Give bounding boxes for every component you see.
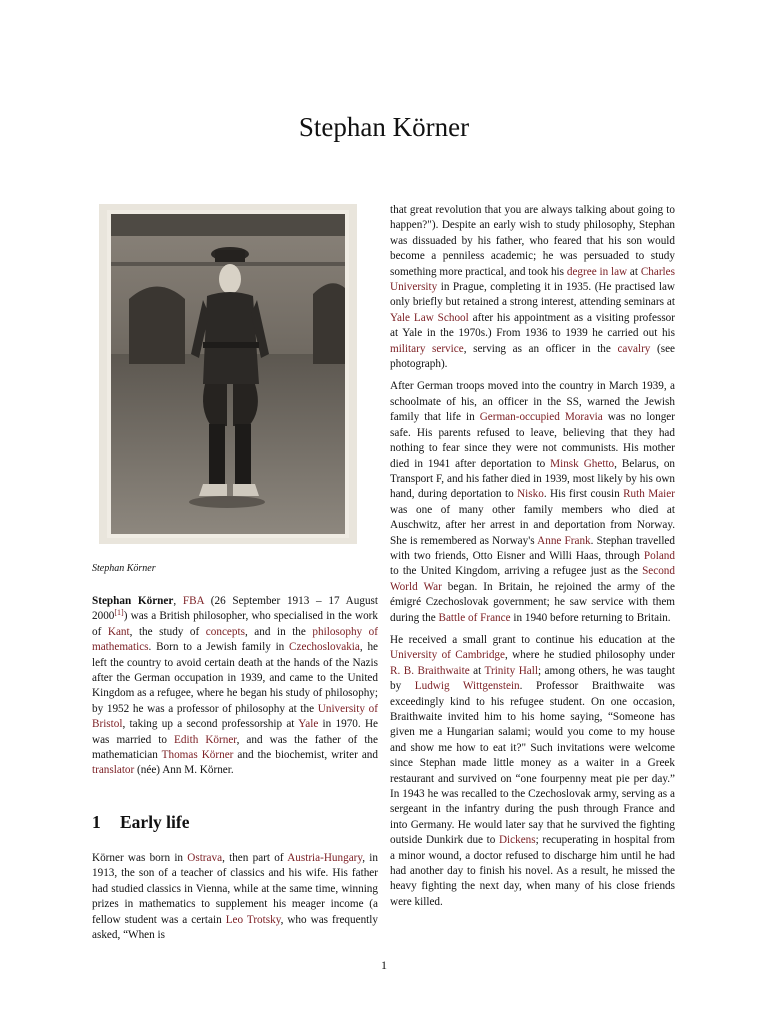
link-thomas-korner[interactable]: Thomas Körner	[161, 749, 234, 762]
intro-paragraph	[92, 594, 378, 786]
text: ; recuperating in hospital from a minor wound, a doctor refused to discharge him until he had had another day to finish his novel. As a result, he missed the heavy fighting the next day, when many of his close friends were killed.	[390, 834, 675, 908]
text: to the United Kingdom, arriving a refugee just as the	[390, 565, 643, 578]
link-nisko[interactable]: Nisko	[517, 488, 544, 501]
text: (26 September 1913 – 17 August 2000	[92, 595, 379, 623]
text: , in 1913, the son of a teacher of classics and his wife. His father had studied classics in Vienna, while at the same time, winning prizes in mathematics to supplement his meager income (a fellow student was a certain	[92, 852, 379, 926]
text: , then part of	[222, 852, 288, 864]
text: , Belarus, on Transport F, and his father died in 1939, most likely by his own hand, during deportation to	[390, 457, 676, 501]
text: , and was the father of the mathematician	[92, 733, 378, 762]
link-military-service[interactable]: military service	[390, 342, 464, 355]
early-life-paragraph	[92, 851, 378, 950]
link-concepts[interactable]: concepts	[205, 625, 245, 638]
text: , the study of	[129, 625, 206, 638]
text: , where he studied philosophy under	[504, 649, 675, 662]
paragraph-cambridge	[390, 633, 675, 910]
text: , he left the country to avoid certain death at the hands of the Nazis after the German occupation in 1939, and came to the United Kingdom as a refugee, where he began his study of philosophy; by 1952 he was a professor of philosophy at the	[92, 641, 379, 715]
link-university-of-bristol[interactable]: University of Bristol	[92, 702, 378, 731]
text: , and in the	[244, 625, 313, 638]
text: , serving as an officer in the	[463, 342, 618, 355]
link-rb-braithwaite[interactable]: R. B. Braithwaite	[390, 664, 470, 677]
link-ostrava[interactable]: Ostrava	[187, 852, 223, 864]
link-trinity-hall[interactable]: Trinity Hall	[484, 664, 538, 677]
text: at	[469, 664, 485, 677]
text: at	[627, 265, 641, 278]
text: ,	[173, 595, 183, 607]
text: . Stephan travelled with two friends, Otto Eisner and Willi Haas, through	[390, 534, 675, 562]
link-poland[interactable]: Poland	[643, 549, 675, 562]
text: was no longer safe. His parents refused to leave, believing that they had nothing to fear since they were not communists. His mother died in 1941 after deportation to	[390, 411, 675, 470]
text: after his appointment as a visiting professor at Yale in the 1970s.) From 1936 to 1939 he carried out his	[390, 311, 675, 340]
link-yale-law-school[interactable]: Yale Law School	[390, 311, 469, 324]
text: , who was frequently asked, “When is	[92, 913, 378, 942]
text: in Prague, completing it in 1935. (He practised law only briefly but retained a strong interest, attending seminars at	[390, 281, 675, 309]
link-edith-korner[interactable]: Edith Körner	[174, 733, 237, 746]
link-anne-frank[interactable]: Anne Frank	[537, 534, 591, 547]
photo-caption: Stephan Körner	[92, 563, 156, 574]
citation-1[interactable]: [1]	[114, 608, 124, 618]
text: . Professor Braithwaite was exceedingly kind to his refugee student. On one occasion, Braithwaite invited him to his home saying, “Someone has given me a Hungarian salami; would you come to my house and show me how to eat it?" Such invitations were welcome since Stephan made little money as a waiter in a Greek restaurant and survived on “one fourpenny meat pie per day.” In 1943 he was recalled to the Czechoslovak army, serving as a sergeant in the infantry during the push through France and into Germany. He would later say that he survived the fighting outside Dunkirk due to	[390, 680, 675, 847]
link-ludwig-wittgenstein[interactable]: Ludwig Wittgenstein	[414, 680, 520, 693]
text: . Born to a Jewish family in	[148, 641, 290, 654]
text: Körner was born in	[92, 852, 188, 864]
portrait-photo	[99, 204, 357, 544]
paragraph-escape	[390, 379, 675, 626]
link-austria-hungary[interactable]: Austria-Hungary	[287, 852, 363, 864]
link-ruth-maier[interactable]: Ruth Maier	[623, 488, 675, 501]
text: in 1940 before returning to Britain.	[510, 611, 671, 624]
link-philosophy-of-mathematics[interactable]: philosophy of mathematics	[92, 625, 379, 654]
text: . His first cousin	[543, 488, 624, 501]
link-cavalry[interactable]: cavalry	[617, 342, 651, 355]
link-dickens[interactable]: Dickens	[498, 834, 536, 847]
paragraph-education	[390, 203, 675, 372]
link-yale[interactable]: Yale	[298, 718, 319, 731]
link-university-of-cambridge[interactable]: University of Cambridge	[390, 649, 505, 662]
text: in 1970. He was married to	[92, 718, 379, 746]
text: that great revolution that you are always talking about going to happen?"). Despite an early wish to study philosophy, Stephan was dissuaded by his father, who feared that his son would become a penniless academic; he was persuaded to study something more practical, and took his	[390, 204, 675, 278]
link-german-occupied-moravia[interactable]: German-occupied Moravia	[479, 411, 603, 424]
link-charles-university[interactable]: Charles University	[390, 265, 675, 294]
section-heading-early-life	[92, 812, 190, 833]
right-column	[390, 203, 675, 917]
link-leo-trotsky[interactable]: Leo Trotsky	[225, 913, 281, 926]
page-title: Stephan Körner	[298, 112, 470, 142]
text: was one of many other family members who died at Auschwitz, after her arrest in and deportation from Norway. She is remembered as Norway's	[390, 503, 675, 547]
page-number: 1	[381, 958, 387, 972]
link-fba[interactable]: FBA	[182, 595, 205, 607]
link-battle-of-france[interactable]: Battle of France	[438, 611, 511, 624]
link-degree-in-law[interactable]: degree in law	[566, 265, 628, 278]
link-second-world-war[interactable]: Second World War	[390, 565, 675, 593]
text: After German troops moved into the country in March 1939, a schoolmate of his, an officer in the SS, warned the Jewish family that life in	[390, 380, 675, 424]
text: (see photograph).	[390, 342, 675, 371]
text: ; among others, he was taught by	[390, 664, 675, 693]
text: began. In Britain, he rejoined the army of the émigré Czechoslovak government; he saw service with them during the	[390, 580, 675, 624]
link-minsk-ghetto[interactable]: Minsk Ghetto	[550, 457, 615, 470]
section-title: Early life	[120, 812, 190, 832]
section-number: 1	[92, 812, 101, 832]
link-czechoslovakia[interactable]: Czechoslovakia	[289, 641, 360, 654]
text: He received a small grant to continue his education at the	[390, 633, 675, 646]
text: and the biochemist, writer and	[233, 749, 378, 762]
text: , taking up a second professorship at	[122, 718, 299, 731]
text: (née) Ann M. Körner.	[134, 764, 234, 777]
text: ) was a British philosopher, who specialised in the work of	[92, 610, 378, 638]
link-kant[interactable]: Kant	[107, 625, 130, 638]
subject-name: Stephan Körner	[92, 595, 174, 607]
link-translator[interactable]: translator	[92, 764, 135, 777]
